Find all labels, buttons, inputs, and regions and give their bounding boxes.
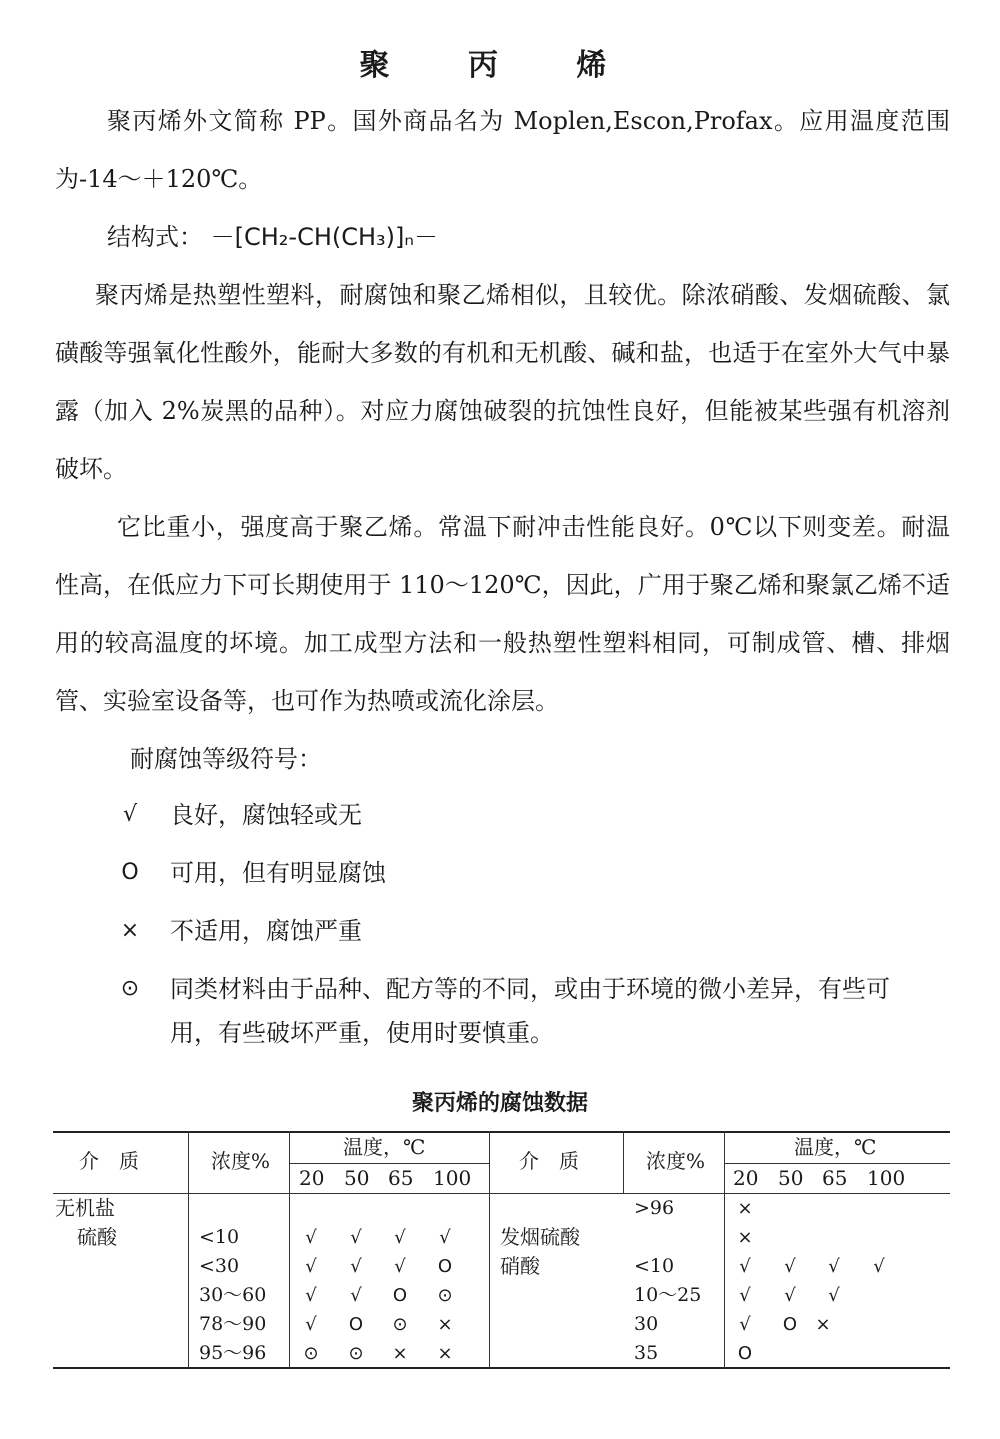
header-medium: 介 质 [519,1149,579,1173]
rating-cell: √ [873,1256,885,1277]
rating-cell: √ [828,1256,840,1277]
rating-cell: × [737,1227,753,1248]
table-title: 聚丙烯的腐蚀数据 [411,1091,588,1116]
formula-text: －[CH₂-CH(CH₃)]ₙ－ [210,223,438,251]
concentration-cell: <10 [199,1226,240,1248]
legend-text: 良好，腐蚀轻或无 [170,801,362,829]
medium-sulfuric-acid: 硫酸 [77,1225,117,1249]
rating-cell: ⊙ [437,1285,453,1306]
rating-cell: √ [439,1227,451,1248]
header-temp-20: 20 [299,1166,325,1190]
dotted-circle-icon: ⊙ [120,976,140,1001]
usage-paragraph: 它比重小，强度高于聚乙烯。常温下耐冲击性能良好。0℃以下则变差。耐温性高，在低应力下可长期使用于 110～120℃，因此，广用于聚乙烯和聚氯乙烯不适用的较高温度的坏境。加工成型方法和一般热塑性塑料相同，可制成管、槽、排烟管、实验室设备等，也可作为热喷或流化涂层。 [55,513,950,715]
cross-icon: × [120,918,140,943]
circle-icon: O [121,860,139,885]
rating-cell: ⊙ [303,1343,319,1364]
rating-cell: × [737,1198,753,1219]
concentration-cell: >96 [634,1197,675,1219]
header-concentration: 浓度% [211,1149,271,1173]
header-temp-100: 100 [433,1166,472,1190]
check-icon: √ [122,802,138,827]
rating-cell: × [392,1343,408,1364]
rating-cell: √ [350,1227,362,1248]
header-temp-20: 20 [733,1166,759,1190]
rating-cell: √ [305,1227,317,1248]
col-rule [289,1131,290,1368]
structural-formula [107,208,438,266]
medium-group-inorganic-salt: 无机盐 [55,1196,115,1220]
concentration-cell: 78～90 [199,1313,267,1335]
rating-cell: √ [350,1285,362,1306]
col-rule [623,1131,624,1193]
corrosion-data-table [53,1131,950,1369]
header-temp-50: 50 [344,1166,370,1190]
rating-cell: √ [784,1285,796,1306]
concentration-cell: 95～96 [199,1342,267,1364]
rating-cell: O [348,1314,364,1335]
concentration-cell: 30 [634,1313,659,1335]
concentration-cell: <30 [199,1255,240,1277]
page-title: 聚 丙 烯 [359,48,641,83]
rating-cell: √ [739,1285,751,1306]
rating-cell: × [815,1314,831,1335]
rating-cell: √ [828,1285,840,1306]
rating-cell: √ [784,1256,796,1277]
header-temp-50: 50 [778,1166,804,1190]
medium-fuming-sulfuric-acid: 发烟硫酸 [500,1225,580,1249]
rating-cell: × [437,1314,453,1335]
col-rule [489,1131,490,1368]
rating-cell: √ [305,1285,317,1306]
rating-cell: √ [305,1314,317,1335]
concentration-cell: 35 [634,1342,659,1364]
header-temp-65: 65 [822,1166,848,1190]
rating-cell: √ [305,1256,317,1277]
rating-cell: √ [350,1256,362,1277]
legend-text: 同类材料由于品种、配方等的不同，或由于环境的微小差异，有些可用，有些破坏严重，使用时要慎重。 [170,975,890,1047]
header-concentration: 浓度% [646,1149,706,1173]
legend-title: 耐腐蚀等级符号： [130,745,322,773]
col-rule [188,1131,189,1368]
concentration-cell: <10 [634,1255,675,1277]
properties-paragraph: 聚丙烯是热塑性塑料，耐腐蚀和聚乙烯相似，且较优。除浓硝酸、发烟硫酸、氯磺酸等强氧化性酸外，能耐大多数的有机和无机酸、碱和盐，也适于在室外大气中暴露（加入 2%炭黑的品种）。对应力腐蚀破裂的抗蚀性良好，但能被某些强有机溶剂破坏。 [55,281,950,483]
rating-cell: × [437,1343,453,1364]
legend-text: 不适用，腐蚀严重 [170,917,362,945]
intro-paragraph: 聚丙烯外文简称 PP。国外商品名为 Moplen,Escon,Profax。应用温度范围为-14～＋120℃。 [55,107,950,193]
concentration-cell: 30～60 [199,1284,267,1306]
header-temp-65: 65 [388,1166,414,1190]
rating-cell: O [437,1256,453,1277]
concentration-cell: 10～25 [634,1284,702,1306]
header-temp-100: 100 [867,1166,906,1190]
rating-cell: √ [739,1256,751,1277]
rating-cell: O [737,1343,753,1364]
header-temperature: 温度，℃ [343,1135,426,1159]
rating-cell: √ [739,1314,751,1335]
header-temperature: 温度，℃ [794,1135,877,1159]
rating-cell: ⊙ [392,1314,408,1335]
rating-cell: O [392,1285,408,1306]
formula-label: 结构式： [107,223,203,251]
rating-cell: ⊙ [348,1343,364,1364]
legend-text: 可用，但有明显腐蚀 [170,859,386,887]
header-medium: 介 质 [79,1149,139,1173]
rating-cell: √ [394,1256,406,1277]
medium-nitric-acid: 硝酸 [500,1254,540,1278]
rating-cell: O [782,1314,798,1335]
rating-cell: √ [394,1227,406,1248]
